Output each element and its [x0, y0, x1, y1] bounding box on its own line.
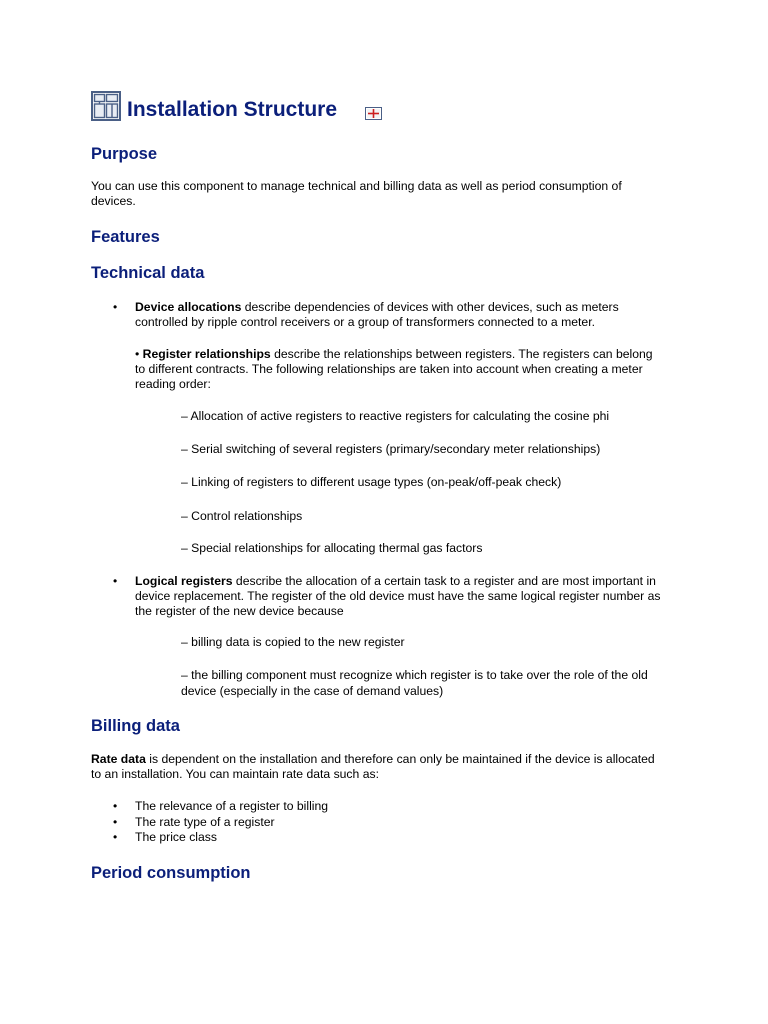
list-bullet: • [113, 815, 118, 829]
list-bullet: • [113, 799, 118, 813]
structure-diagram-icon [91, 91, 121, 121]
relationship-item: – Serial switching of several registers (primary/secondary meter relationships) [181, 442, 601, 456]
logical-registers-line-2: device replacement. The register of the old device must have the same logical register number as [135, 589, 661, 603]
logical-registers-line-3: the register of the new device because [135, 604, 344, 618]
section-heading-features: Features [91, 228, 160, 246]
list-bullet: • [113, 830, 118, 844]
because-item: – the billing component must recognize which register is to take over the role of the old [181, 668, 648, 682]
term-register-relationships: Register relationships [142, 347, 271, 361]
billing-list-item: The relevance of a register to billing [135, 799, 329, 813]
term-rate-data: Rate data [91, 752, 146, 766]
billing-list-item: The price class [135, 830, 217, 844]
logical-registers-text: describe the allocation of a certain task to a register and are most important in [232, 574, 656, 588]
list-bullet: • [113, 574, 118, 588]
section-heading-purpose: Purpose [91, 145, 158, 163]
register-relationships-line-1 [135, 347, 653, 363]
page-title: Installation Structure [127, 98, 338, 121]
relationship-item: – Linking of registers to different usage types (on-peak/off-peak check) [181, 475, 562, 489]
purpose-text-line-1: You can use this component to manage technical and billing data as well as period consumption of [91, 179, 622, 193]
register-relationships-text: describe the relationships between registers. The registers can belong [270, 347, 653, 361]
list-bullet: • [113, 300, 118, 314]
device-allocations-text: describe dependencies of devices with other devices, such as meters [241, 300, 619, 314]
device-allocations-line-2: controlled by ripple control receivers or a group of transformers connected to a meter. [135, 315, 595, 329]
section-heading-period-consumption: Period consumption [91, 864, 251, 882]
flag-icon[interactable] [365, 107, 382, 120]
register-relationships-line-2: to different contracts. The following relationships are taken into account when creating a meter [135, 362, 643, 376]
relationship-item: – Allocation of active registers to reactive registers for calculating the cosine phi [181, 409, 610, 423]
register-relationships-line-3: reading order: [135, 377, 211, 391]
section-heading-billing-data: Billing data [91, 717, 180, 735]
device-allocations-line-1 [135, 300, 619, 316]
logical-registers-line-1 [135, 574, 656, 590]
billing-list-item: The rate type of a register [135, 815, 275, 829]
purpose-text-line-2: devices. [91, 194, 136, 208]
inline-bullet: • [135, 347, 140, 361]
section-heading-technical-data: Technical data [91, 264, 205, 282]
rate-data-line-1 [91, 752, 655, 768]
because-item: – billing data is copied to the new register [181, 635, 405, 649]
term-device-allocations: Device allocations [135, 300, 242, 314]
term-logical-registers: Logical registers [135, 574, 233, 588]
relationship-item: – Control relationships [181, 509, 303, 523]
relationship-item: – Special relationships for allocating thermal gas factors [181, 541, 483, 555]
because-item-continuation: device (especially in the case of demand values) [181, 684, 444, 698]
rate-data-line-2: to an installation. You can maintain rate data such as: [91, 767, 379, 781]
rate-data-text: is dependent on the installation and therefore can only be maintained if the device is allocated [145, 752, 655, 766]
